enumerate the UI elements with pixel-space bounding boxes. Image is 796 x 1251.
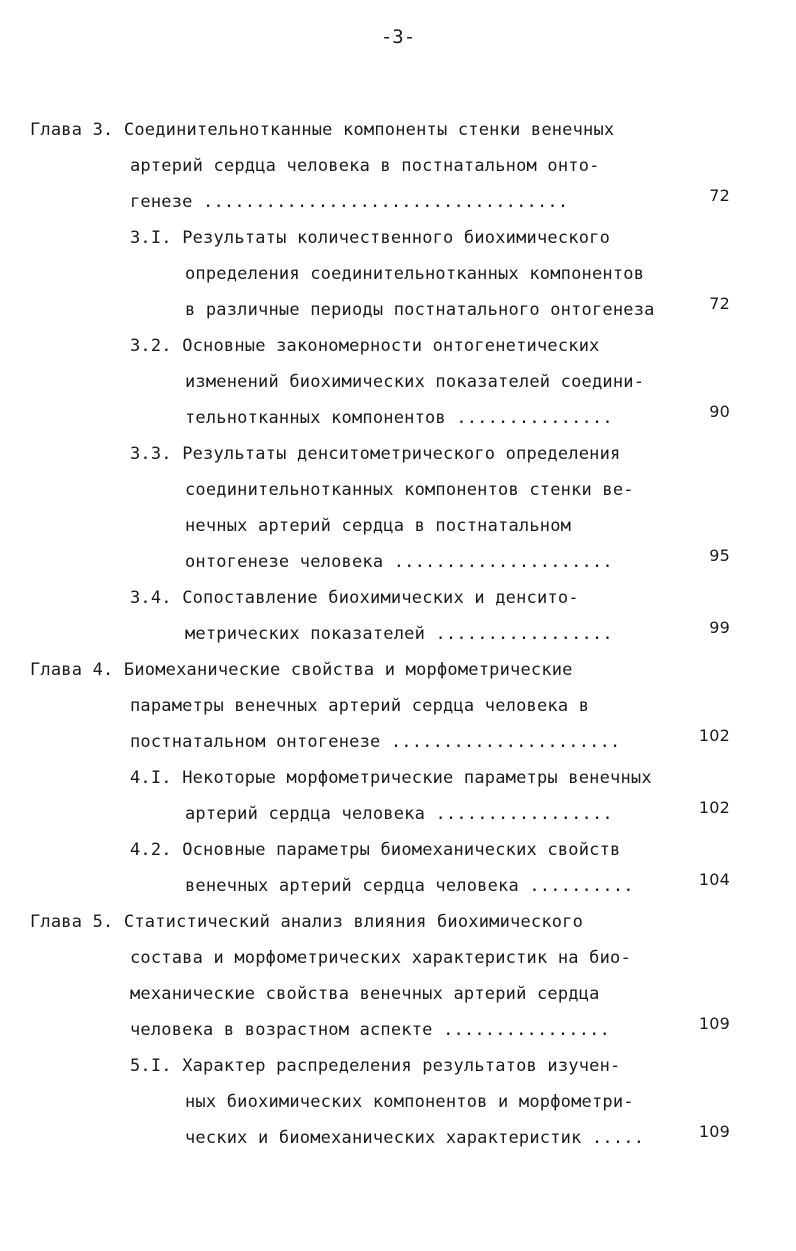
page-ref: 95 (709, 546, 730, 565)
toc-ch4-line1 (30, 658, 573, 682)
toc-s42-page-row (0, 870, 796, 898)
toc-ch5-line3: механические свойства венечных артерий сердца (130, 984, 600, 1004)
toc-s34-page-row (0, 618, 796, 646)
dot-leader: ................ (443, 1020, 611, 1040)
toc-s32-page-row (0, 402, 796, 430)
toc-ch5-page-row (0, 1014, 796, 1042)
toc-s32-line1 (130, 334, 600, 358)
section-number: 4.2. (130, 840, 172, 860)
dot-leader: ...................... (390, 732, 621, 752)
section-title: Результаты количественного биохимического (182, 228, 611, 248)
toc-s31-line1 (130, 226, 610, 250)
toc-s33-line1 (130, 442, 620, 466)
entry-text: артерий сердца человека (185, 804, 426, 824)
entry-text: ческих и биомеханических характеристик (185, 1128, 582, 1148)
toc-ch3-page-row (0, 186, 796, 214)
chapter-title: Биомеханические свойства и морфометрические (123, 660, 573, 680)
toc-s31-page-row (0, 294, 796, 322)
dot-leader: ................. (435, 624, 613, 644)
chapter-title: Статистический анализ влияния биохимического (123, 912, 584, 932)
dot-leader: .......... (529, 876, 634, 896)
toc-s34-line1 (130, 586, 579, 610)
toc-ch3-line1 (30, 118, 614, 142)
toc-s41-line1 (130, 766, 652, 790)
section-number: 5.I. (130, 1056, 172, 1076)
page-ref: 102 (698, 798, 730, 817)
toc-s33-line3: нечных артерий сердца в постнатальном (185, 516, 572, 536)
section-number: 3.I. (130, 228, 172, 248)
chapter-label: Глава 3. (30, 120, 114, 140)
toc-ch5-line1 (30, 910, 583, 934)
page-ref: 109 (698, 1122, 730, 1141)
dot-leader: ..... (591, 1128, 645, 1148)
page-ref: 102 (698, 726, 730, 745)
section-title: Некоторые морфометрические параметры венечных (182, 768, 652, 788)
section-title: Сопоставление биохимических и денсито- (182, 588, 579, 608)
chapter-label: Глава 4. (30, 660, 114, 680)
section-number: 3.2. (130, 336, 172, 356)
entry-text: онтогенезе человека (185, 552, 384, 572)
section-number: 3.3. (130, 444, 172, 464)
section-title: Основные закономерности онтогенетических (182, 336, 600, 356)
entry-text: генезе (130, 192, 193, 212)
page-ref: 99 (709, 618, 730, 637)
section-title: Результаты денситометрического определения (182, 444, 621, 464)
toc-ch4-line2: параметры венечных артерий сердца человека в (130, 696, 590, 716)
entry-text: метрических показателей (185, 624, 426, 644)
entry-text: постнатальном онтогенезе (130, 732, 381, 752)
section-number: 3.4. (130, 588, 172, 608)
chapter-label: Глава 5. (30, 912, 114, 932)
toc-s51-page-row (0, 1122, 796, 1150)
entry-text: человека в возрастном аспекте (130, 1020, 433, 1040)
toc-s51-line2: ных биохимических компонентов и морфометри- (185, 1092, 634, 1112)
toc-s31-line2: определения соединительнотканных компонентов (185, 264, 645, 284)
chapter-title: Соединительнотканные компоненты стенки венечных (123, 120, 615, 140)
page-ref: 72 (709, 186, 730, 205)
dot-leader: ................................... (203, 192, 569, 212)
toc-s42-line1 (130, 838, 620, 862)
toc-s31-line3: в различные периоды постнатального онтогенеза (185, 300, 655, 320)
entry-text: тельнотканных компонентов (185, 408, 446, 428)
toc-ch3-line2: артерий сердца человека в постнатальном онто- (130, 156, 600, 176)
toc-ch4-page-row (0, 726, 796, 754)
toc-s51-line1 (130, 1054, 620, 1078)
page-number: -3- (380, 26, 416, 48)
toc-s33-line2: соединительнотканных компонентов стенки ве- (185, 480, 634, 500)
dot-leader: ............... (456, 408, 613, 428)
page-ref: 109 (698, 1014, 730, 1033)
toc-ch5-line2: состава и морфометрических характеристик на био- (130, 948, 631, 968)
toc-s32-line2: изменений биохимических показателей соедини- (185, 372, 645, 392)
section-title: Характер распределения результатов изучен- (182, 1056, 621, 1076)
page-ref: 104 (698, 870, 730, 889)
page-ref: 72 (709, 294, 730, 313)
page-ref: 90 (709, 402, 730, 421)
section-title: Основные параметры биомеханических свойств (182, 840, 621, 860)
toc-s33-page-row (0, 546, 796, 574)
dot-leader: ..................... (393, 552, 613, 572)
entry-text: венечных артерий сердца человека (185, 876, 519, 896)
dot-leader: ................. (435, 804, 613, 824)
toc-s41-page-row (0, 798, 796, 826)
section-number: 4.I. (130, 768, 172, 788)
